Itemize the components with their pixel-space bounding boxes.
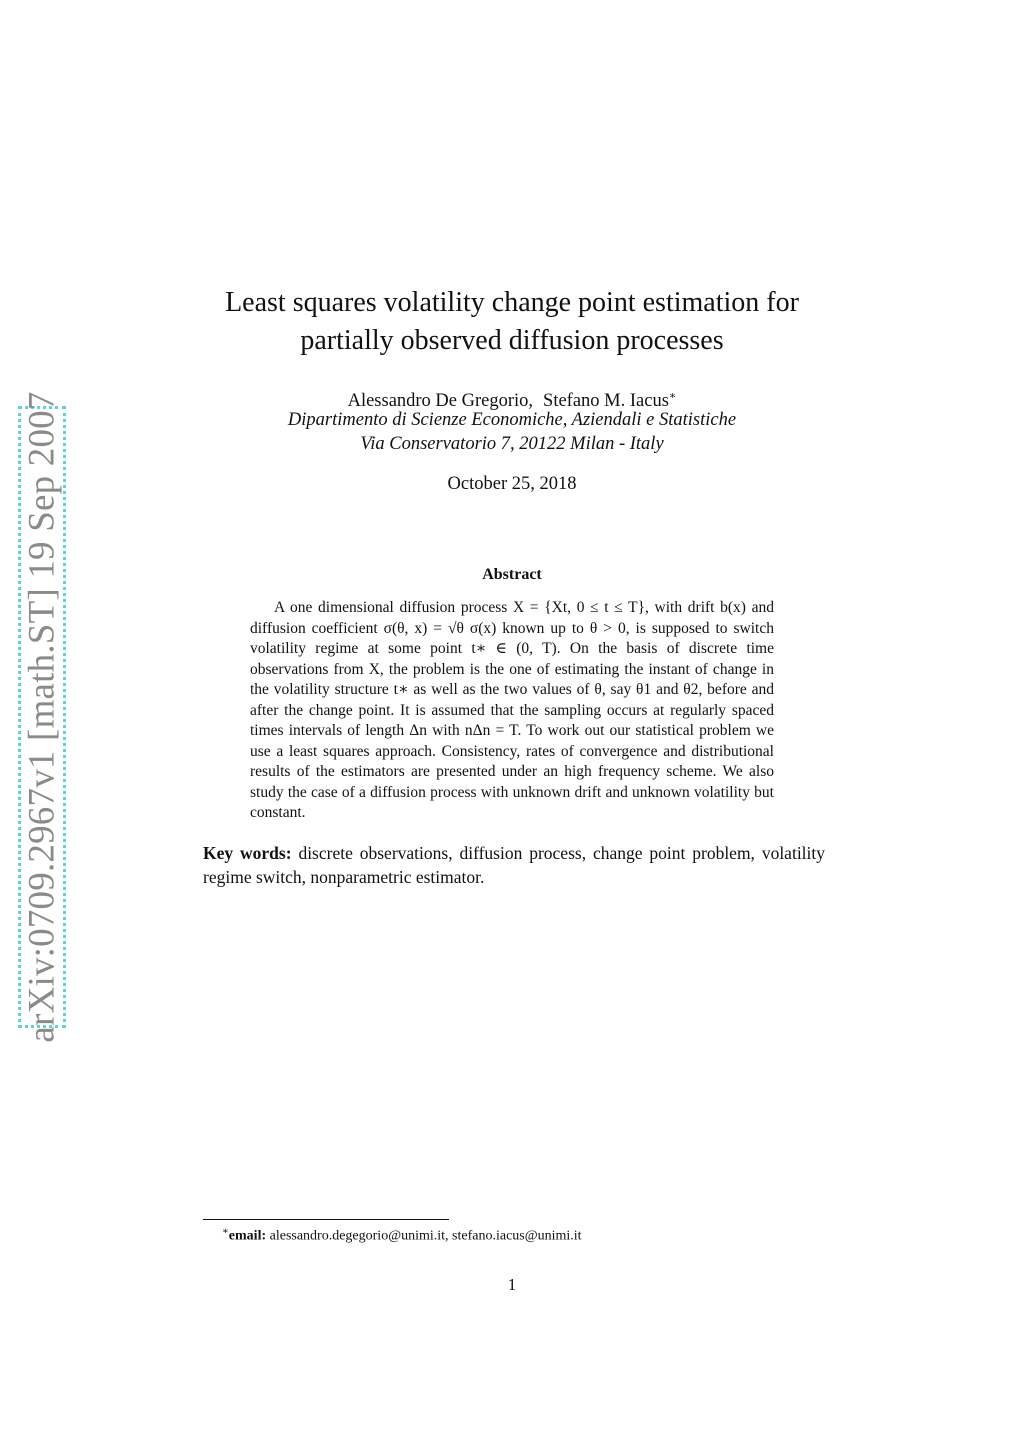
paper-date: October 25, 2018: [447, 474, 577, 494]
abstract-heading: Abstract: [482, 566, 542, 583]
footnote-email-text: alessandro.degegorio@unimi.it, stefano.iacus@unimi.it: [269, 1228, 582, 1244]
page-number: 1: [507, 1275, 517, 1294]
keywords: [203, 842, 825, 889]
author-footnote-marker: ∗: [668, 390, 677, 402]
arxiv-identifier: arXiv:0709.2967v1 [math.ST] 19 Sep 2007: [21, 391, 63, 1043]
keywords-text: discrete observations, diffusion process, change point problem, volatility regime switch, nonparametric estimator.: [203, 843, 826, 887]
abstract-body: A one dimensional diffusion process X = {Xt, 0 ≤ t ≤ T}, with drift b(x) and diffusion coefficient σ(θ, x) = √θ σ(x) known up to θ > 0, is supposed to switch volatility regime at some point t∗ ∈ (0, T). On the basis of discrete time observations from X, the problem is the one of estimating the instant of change in the volatility structure t∗ as well as the two values of θ, say θ1 and θ2, before and after the change point. It is assumed that the sampling occurs at regularly spaced times intervals of length Δn with nΔn = T. To work out our statistical problem we use a least squares approach. Consistency, rates of convergence and distributional results of the estimators are presented under an high frequency scheme. We also study the case of a diffusion process with unknown drift and unknown volatility but constant.: [250, 599, 774, 821]
affiliation-line-2: Via Conservatorio 7, 20122 Milan - Italy: [360, 434, 664, 454]
author-2: Stefano M. Iacus: [543, 391, 669, 412]
arxiv-stamp: [18, 391, 66, 1043]
footnote: [222, 1226, 582, 1245]
footnote-rule: [203, 1219, 449, 1220]
title-line-2: partially observed diffusion processes: [300, 325, 724, 356]
keywords-label: Key words:: [203, 843, 292, 863]
footnote-marker: ∗: [222, 1226, 229, 1237]
footnote-label: email:: [228, 1228, 267, 1244]
paper-title: [0, 284, 1024, 360]
author-1: Alessandro De Gregorio,: [347, 391, 534, 412]
affiliation-line-1: Dipartimento di Scienze Economiche, Aziendali e Statistiche: [287, 410, 737, 430]
title-line-1: Least squares volatility change point estimation for: [225, 287, 799, 318]
